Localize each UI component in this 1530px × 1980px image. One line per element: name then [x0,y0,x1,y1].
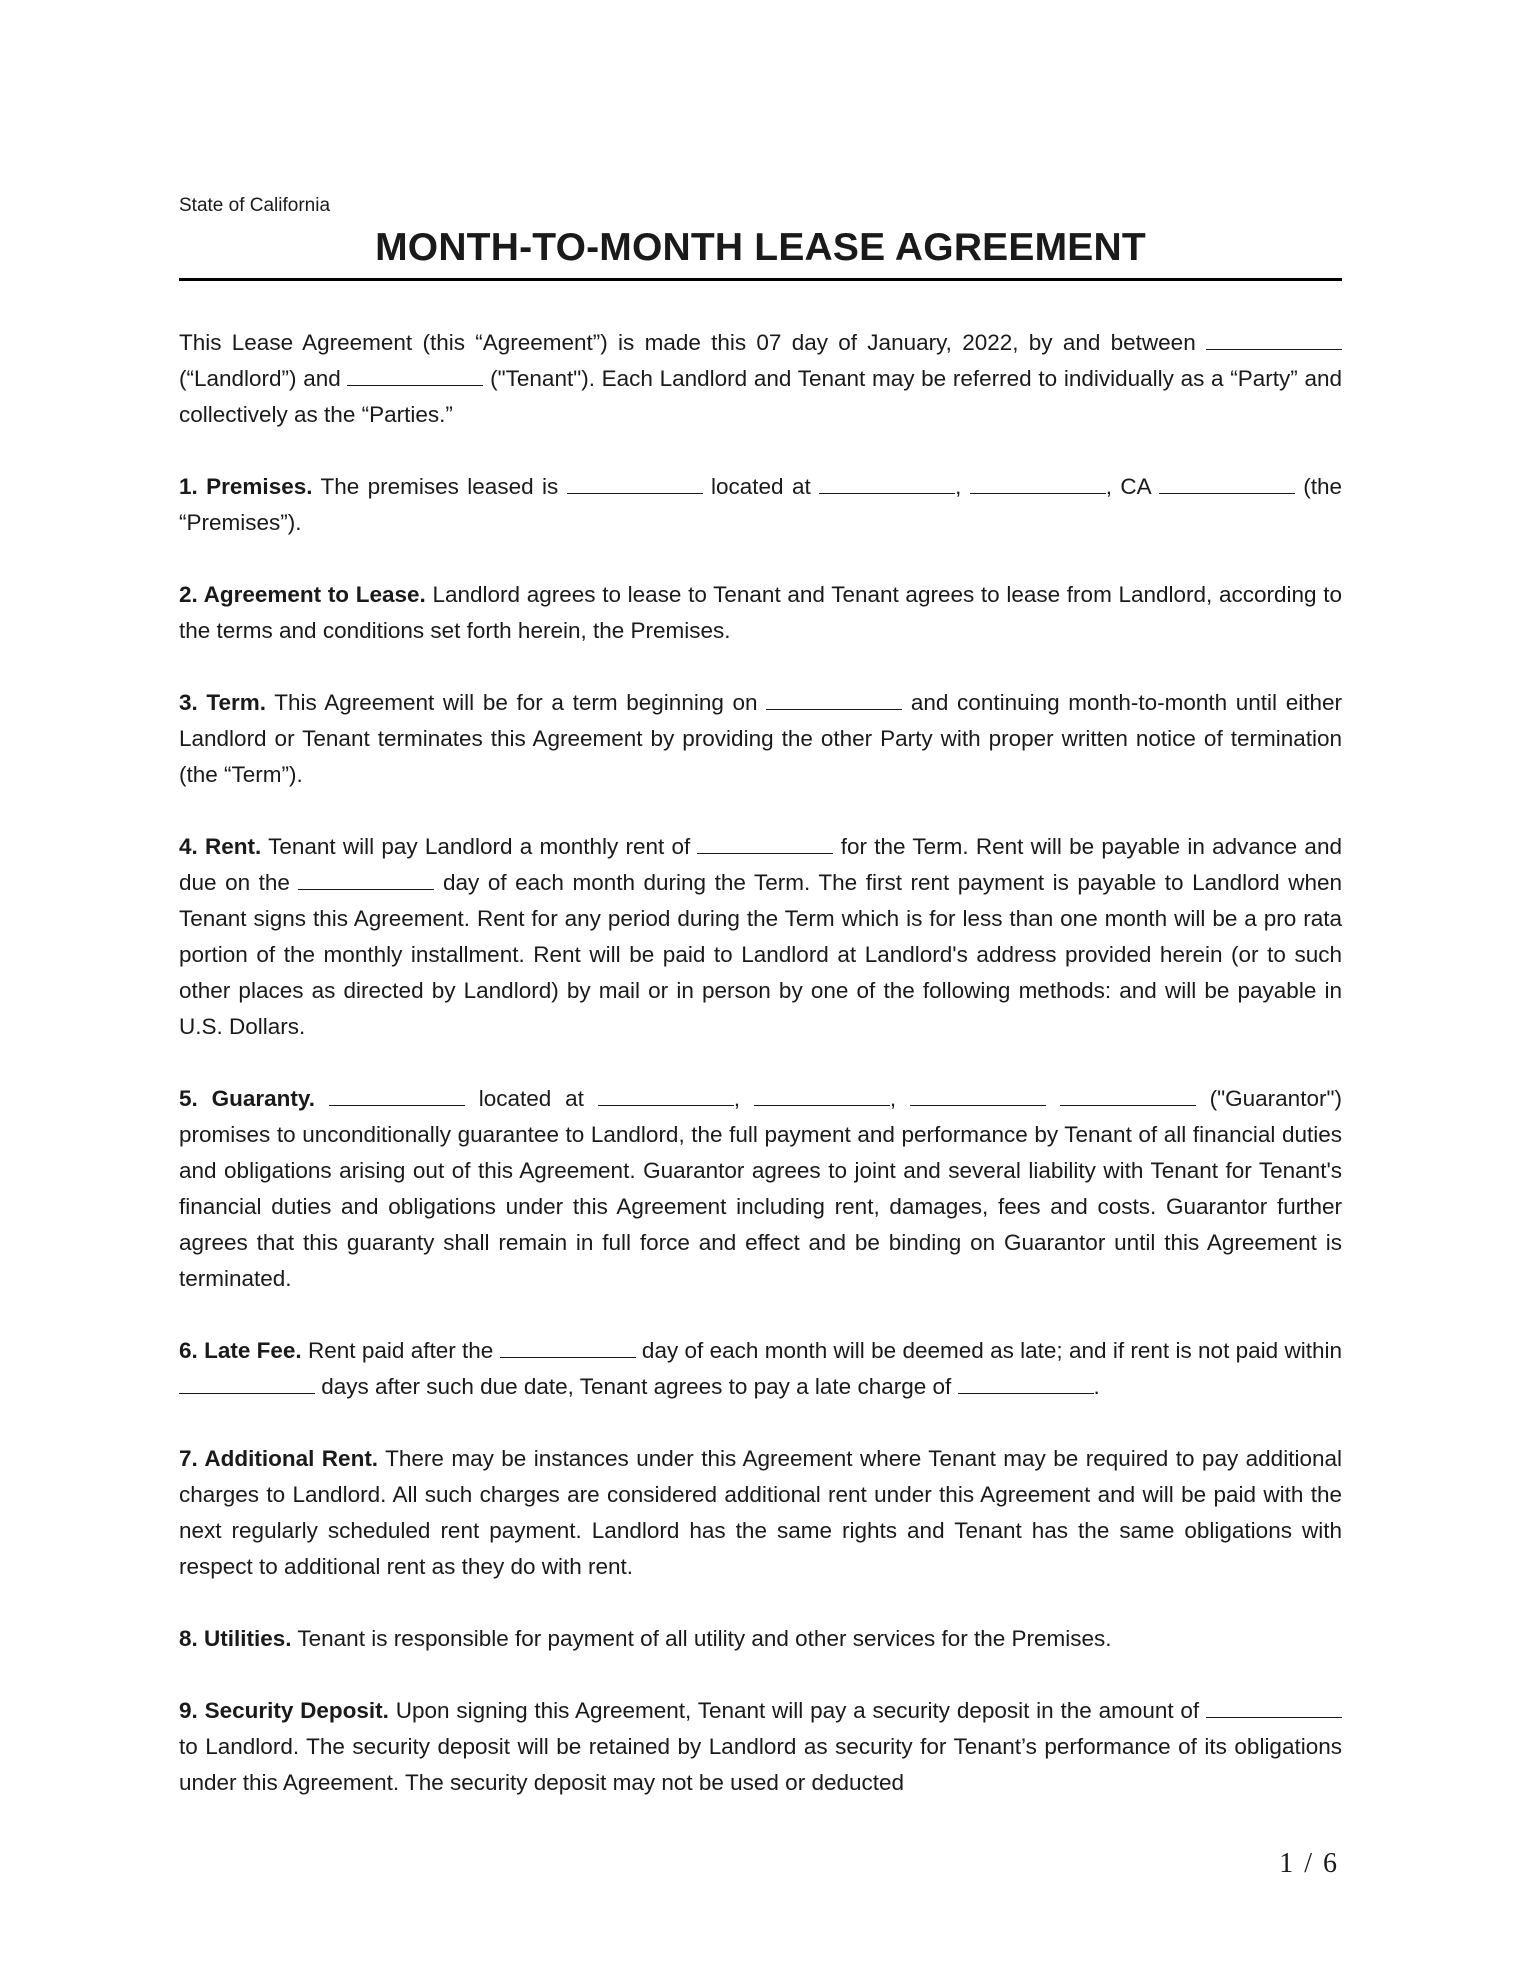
section-text: ("Guarantor") promises to unconditionally guarantee to Landlord, the full payment and performance by Tenant of all financial duties and obligations arising out of this Agreement. Guarantor agrees to joint and several liability with Tenant for Tenant's financial duties and obligations under this Agreement including rent, damages, fees and costs. Guarantor further agrees that this guaranty shall remain in full force and effect and be binding on Guarantor until this Agreement is terminated. [179,1086,1342,1291]
guarantor-city-blank [754,1085,890,1106]
section-text: , CA [1105,474,1159,499]
section-text: Upon signing this Agreement, Tenant will pay a security deposit in the amount of [388,1698,1206,1723]
intro-text: This Lease Agreement (this “Agreement”) is made this 07 day of January, 2022, by and between [179,330,1206,355]
section-text: located at [702,474,820,499]
section-heading: 1. Premises. [179,474,313,499]
section-text: , [955,474,970,499]
section-guaranty [179,1081,1342,1297]
intro-text: ("Tenant"). Each Landlord and Tenant may be referred to individually as a “Party” and collectively as the “Parties.” [179,366,1342,427]
section-text: to Landlord. The security deposit will be retained by Landlord as security for Tenant’s performance of its obligations under this Agreement. The security deposit may not be used or deducted [179,1734,1342,1795]
section-heading: 5. Guaranty. [179,1086,315,1111]
section-text: (the “Premises”). [179,474,1342,535]
section-heading: 7. Additional Rent. [179,1446,379,1471]
document-title: MONTH-TO-MONTH LEASE AGREEMENT [375,226,1146,269]
premises-city-blank [970,473,1106,494]
section-heading: 3. Term. [179,690,267,715]
section-rent [179,829,1342,1045]
lease-page [179,190,1342,1801]
state-label: State of California [179,195,331,216]
section-text: The premises leased is [312,474,567,499]
section-heading: 4. Rent. [179,834,262,859]
section-heading: 8. Utilities. [179,1626,292,1651]
section-heading: 6. Late Fee. [179,1338,302,1363]
section-agreement-to-lease [179,577,1342,649]
section-text: for the Term. Rent will be payable in advance and due on the [179,834,1342,895]
section-text [315,1086,329,1111]
premises-street-blank [819,473,955,494]
deposit-amount-blank [1206,1697,1342,1718]
section-text: . [1093,1374,1100,1399]
section-text: and continuing month-to-month until either Landlord or Tenant terminates this Agreement by providing the other Party with proper written notice of termination (the “Term”). [179,690,1342,787]
title-divider [179,278,1342,281]
premises-type-blank [567,473,703,494]
guarantor-name-blank [329,1085,465,1106]
section-text: days after such due date, Tenant agrees to pay a late charge of [315,1374,958,1399]
section-utilities [179,1621,1342,1657]
intro-paragraph [179,325,1342,433]
section-text: , [889,1086,910,1111]
guarantor-street-blank [598,1085,734,1106]
section-text: located at [464,1086,598,1111]
intro-text: (“Landlord”) and [179,366,348,391]
section-text: Tenant will pay Landlord a monthly rent of [261,834,698,859]
guarantor-state-blank [910,1085,1046,1106]
premises-zip-blank [1159,473,1295,494]
section-term [179,685,1342,793]
section-security-deposit [179,1693,1342,1801]
section-text: , [733,1086,754,1111]
late-day-blank [500,1337,636,1358]
late-charge-blank [958,1373,1094,1394]
section-additional-rent [179,1441,1342,1585]
section-text: day of each month will be deemed as late; and if rent is not paid within [635,1338,1343,1363]
section-text: Rent paid after the [301,1338,500,1363]
grace-days-blank [179,1373,315,1394]
section-text: Tenant is responsible for payment of all utility and other services for the Premises. [291,1626,1112,1651]
section-text [1046,1086,1060,1111]
section-late-fee [179,1333,1342,1405]
landlord-name-blank [1206,329,1342,350]
section-premises [179,469,1342,541]
term-start-blank [766,689,902,710]
section-text: This Agreement will be for a term beginning on [266,690,767,715]
rent-due-day-blank [298,869,434,890]
guarantor-zip-blank [1060,1085,1196,1106]
section-text: day of each month during the Term. The first rent payment is payable to Landlord when Tenant signs this Agreement. Rent for any period during the Term which is for less than one month will be a pro rata portion of the monthly installment. Rent will be paid to Landlord at Landlord's address provided herein (or to such other places as directed by Landlord) by mail or in person by one of the following methods: and will be payable in U.S. Dollars. [179,870,1342,1039]
section-text: There may be instances under this Agreement where Tenant may be required to pay additional charges to Landlord. All such charges are considered additional rent under this Agreement and will be paid with the next regularly scheduled rent payment. Landlord has the same rights and Tenant has the same obligations with respect to additional rent as they do with rent. [179,1446,1342,1579]
rent-amount-blank [697,833,833,854]
tenant-name-blank [347,365,483,386]
section-heading: 2. Agreement to Lease. [179,582,426,607]
section-text: Landlord agrees to lease to Tenant and Tenant agrees to lease from Landlord, according to the terms and conditions set forth herein, the Premises. [179,582,1342,643]
section-heading: 9. Security Deposit. [179,1698,389,1723]
page-number: 1 / 6 [1279,1848,1339,1879]
